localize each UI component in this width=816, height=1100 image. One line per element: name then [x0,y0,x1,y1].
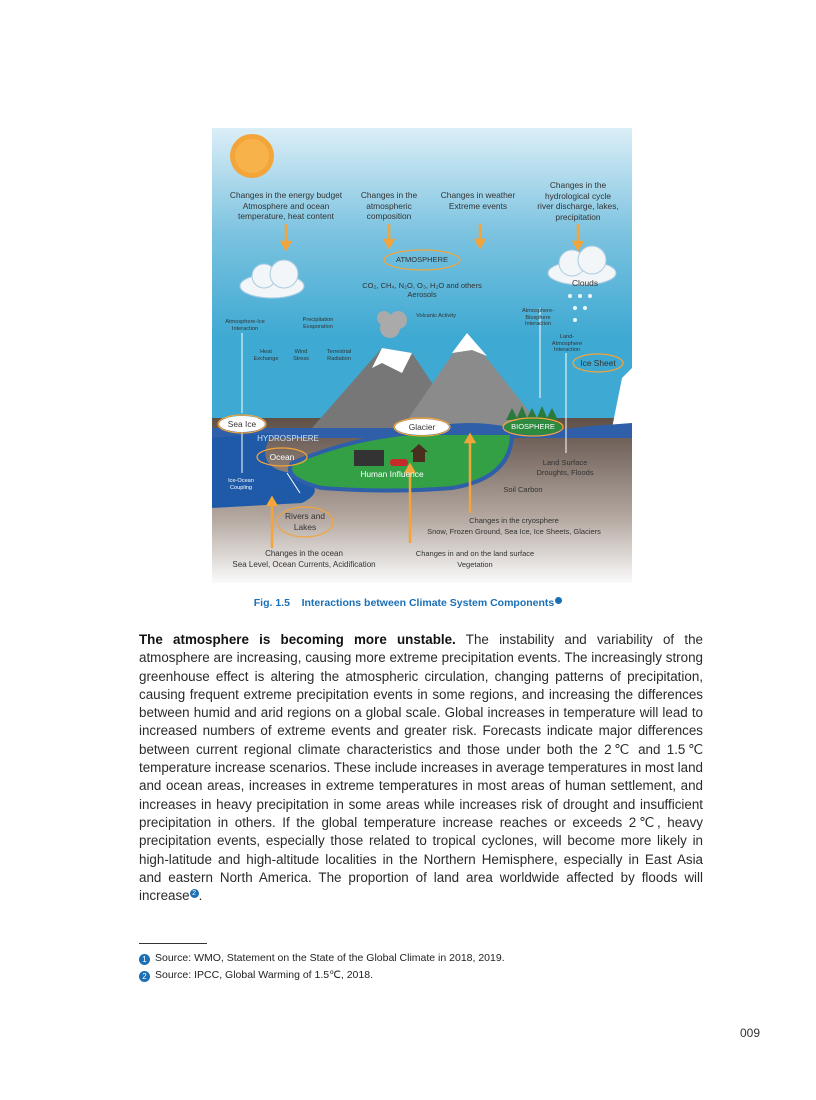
label-precipitation: Precipitation Evaporation [302,317,334,330]
body-paragraph: The atmosphere is becoming more unstable. The instability and variability of the atmosphere are increasing, causing more extreme precipitation events. The increasingly strong greenhouse effect is altering the atmospheric circulation, changing patterns of precipitation, causing frequent extreme precipitation events in some regions, and increasing the differences between humid and arid regions on a global scale. Global increases in temperature will lead to increased numbers of extreme events and greater risk. Forecasts indicate major differences between current regional climate characteristics and those under both the 2℃ and 1.5℃ temperature increase scenarios. These include increases in average temperatures in most land and ocean areas, increases in extreme temperatures in most areas of human settlement, and increases in heavy precipitation in some areas while increases risk of drought and insufficient precipitation in others. If the global temperature increase reaches or exceeds 2℃, heavy precipitation events, especially those related to tropical cyclones, will become more likely in high-latitude and high-altitude localities in the Northern Hemisphere, especially in East Asia and eastern North America. The proportion of land area worldwide affected by floods will increase $^2$ . [139,632,703,904]
label-cryosphere-changes: Changes in the cryosphere Snow, Frozen Ground, Sea Ice, Ice Sheets, Glaciers [427,516,601,536]
label-biosphere: BIOSPHERE [511,422,555,431]
footnote-divider [139,943,207,944]
label-aerosols: Aerosols [407,290,437,299]
label-sea-ice: Sea Ice [227,419,257,429]
label-hydrological-cycle: Changes in the hydrological cycle river discharge, lakes, precipitation [537,180,619,222]
label-volcanic: Volcanic Activity [416,313,456,319]
car-icon [390,459,408,466]
label-land-atm: Land- Atmosphere Interaction [551,334,583,354]
label-heat-exchange: Heat Exchange [253,349,279,362]
footnote-marker-icon [555,597,562,604]
label-clouds: Clouds [571,278,599,288]
label-ice-sheet: Ice Sheet [580,358,616,368]
footnote-ref[interactable]: 2 [190,889,199,898]
sun-icon [230,134,274,178]
label-terrestrial-radiation: Terrestrial Radiation [326,349,352,362]
paragraph-text: The instability and variability of the atmosphere are increasing, causing more extreme precipitation events. The increasingly strong greenhouse effect is altering the atmospheric circulation, changing patterns of precipitation, causing frequent extreme precipitation events in some regions, and increasing the differences between humid and arid regions on a global scale. Global increases in temperature will lead to increased numbers of extreme events and greater risk. Forecasts indicate major differences between current regional climate characteristics and those under both the 2℃ and 1.5℃ temperature increase scenarios. These include increases in average temperatures in most land and ocean areas, increases in extreme temperatures in most areas of human settlement, and increases in heavy precipitation in some areas while increases risk of drought and insufficient precipitation in others. If the global temperature increase reaches or exceeds 2℃, heavy precipitation events, especially those related to tropical cyclones, will become more likely in high-latitude and high-altitude localities in the Northern Hemisphere, especially in East Asia and eastern North America. The proportion of land area worldwide affected by floods will increase [139,632,703,904]
footnote-text: Source: WMO, Statement on the State of the Global Climate in 2018, 2019. [155,952,505,964]
factory-icon [354,450,384,466]
label-ice-ocean: Ice-Ocean Coupling [228,478,254,491]
label-atm-ice: Atmosphere-Ice Interaction [225,319,265,332]
label-ocean: Ocean [269,452,295,462]
footnote-number: 2 [139,971,150,982]
caption-text: Fig. 1.5 Interactions between Climate System Components [253,597,555,609]
footnote-1 [139,952,505,965]
label-human-influence: Human Influence [360,469,424,479]
label-gases: CO₂, CH₄, N₂O, O₃, H₂O and others [362,281,482,290]
label-atmosphere: ATMOSPHERE [396,255,448,264]
figure-caption [0,597,816,609]
label-glacier: Glacier [408,422,436,432]
label-hydrosphere: HYDROSPHERE [257,434,319,443]
label-wind-stress: Wind Stress [293,349,309,362]
label-land-changes: Changes in and on the land surface Vegetation [415,549,535,569]
paragraph-lead: The atmosphere is becoming more unstable. [139,632,456,647]
label-atm-biosphere: Atmosphere- Biosphere Interaction [521,308,555,328]
label-rivers-lakes: Rivers and Lakes [284,511,326,532]
footnote-number: 1 [139,954,150,965]
label-soil-carbon: Soil Carbon [503,485,543,494]
page-number: 009 [740,1026,761,1040]
label-ocean-changes: Changes in the ocean Sea Level, Ocean Currents, Acidification [232,549,376,569]
label-weather: Changes in weather Extreme events [440,190,516,211]
climate-system-diagram [212,128,632,583]
footnote-text: Source: IPCC, Global Warming of 1.5℃, 2018. [155,969,373,981]
label-atmospheric-composition: Changes in the atmospheric composition [360,190,418,221]
footnote-2 [139,969,373,982]
label-land-surface: Land Surface Droughts, Floods [536,458,594,477]
label-energy-budget: Changes in the energy budget Atmosphere and ocean temperature, heat content [229,190,343,221]
